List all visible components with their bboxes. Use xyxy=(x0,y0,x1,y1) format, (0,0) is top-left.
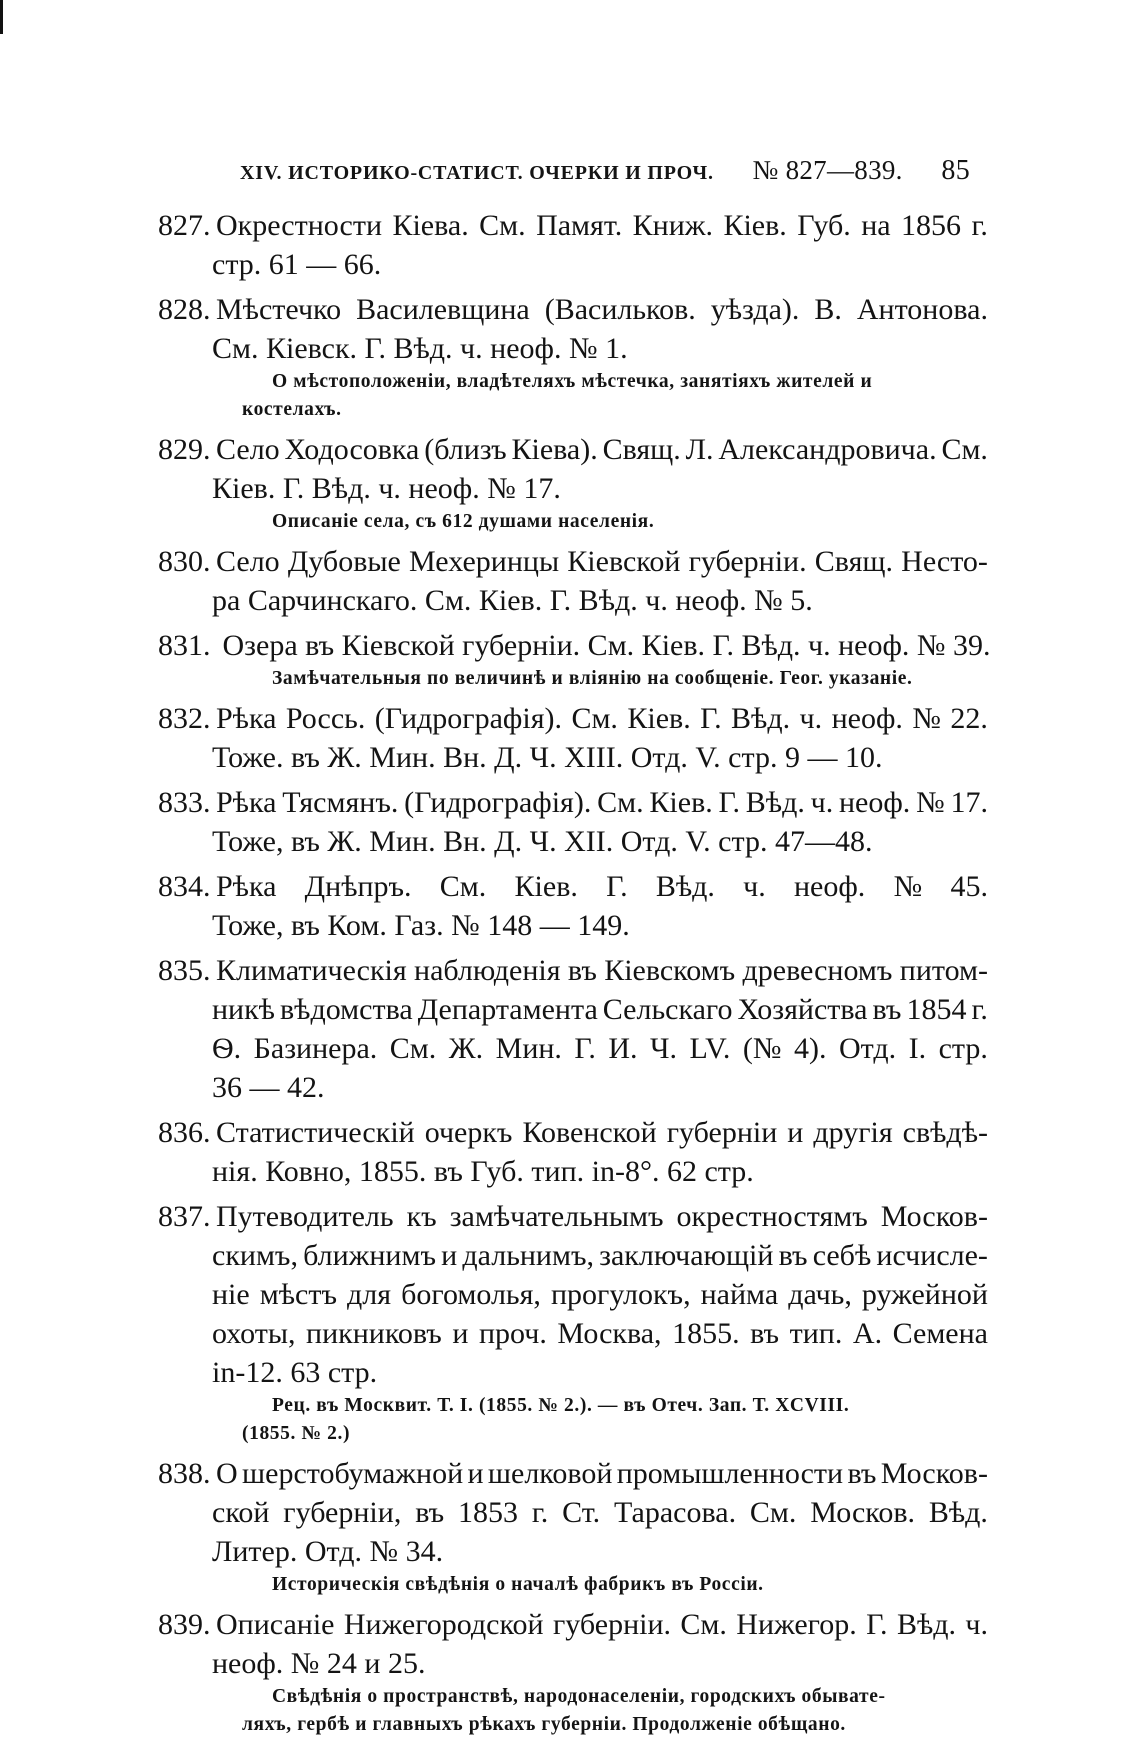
entry-first-line xyxy=(158,1197,988,1236)
entry-text: никѣ вѣдомства Департамента Сельскаго Хозяйства въ 1854 г. xyxy=(212,993,988,1026)
entry-text: Окрестности Кіева. См. Памят. Книж. Кіев. Губ. на 1856 г. xyxy=(216,209,988,242)
entry-line xyxy=(212,1152,988,1191)
bibliography-entries xyxy=(158,206,991,1745)
entry-text: in-12. 63 стр. xyxy=(212,1356,378,1389)
entry-text: Литер. Отд. № 34. xyxy=(212,1535,444,1568)
entry-number: 834. xyxy=(158,870,211,903)
entry-text: См. Кіевск. Г. Вѣд. ч. неоф. № 1. xyxy=(212,332,628,365)
running-header xyxy=(240,155,970,191)
entry-number: 828. xyxy=(158,293,211,326)
entry-first-line xyxy=(158,783,988,822)
entry-first-line xyxy=(158,430,988,469)
entry-annotation: ляхъ, гербѣ и главныхъ рѣкахъ губерніи. Продолженіе обѣщано. xyxy=(242,1714,846,1735)
entry-number: 838. xyxy=(158,1457,211,1490)
bibliography-entry xyxy=(158,542,988,620)
entry-line xyxy=(212,822,988,861)
entry-text: Тоже, въ Ж. Мин. Вн. Д. Ч. XII. Отд. V. стр. 47—48. xyxy=(212,825,873,858)
entry-text: стр. 61 — 66. xyxy=(212,248,382,281)
entry-first-line xyxy=(158,542,988,581)
entry-text: Рѣка Россь. (Гидрографія). См. Кіев. Г. Вѣд. ч. неоф. № 22. xyxy=(216,702,988,735)
entry-annotation: О мѣстоположеніи, владѣтеляхъ мѣстечка, занятіяхъ жителей и xyxy=(272,371,873,392)
entry-text: Тоже, въ Ком. Газ. № 148 — 149. xyxy=(212,909,630,942)
entry-line xyxy=(212,1029,988,1068)
bibliography-entry xyxy=(158,1454,988,1599)
entry-line xyxy=(212,738,988,777)
entry-line xyxy=(212,1353,988,1392)
entry-text: ніе мѣстъ для богомолья, прогулокъ, найма дачь, ружейной xyxy=(212,1278,988,1311)
entry-annotation: Рец. въ Москвит. Т. I. (1855. № 2.). — въ Отеч. Зап. Т. XCVIII. xyxy=(272,1395,850,1416)
entry-text: Описаніе Нижегородской губерніи. См. Нижегор. Г. Вѣд. ч. xyxy=(216,1608,988,1641)
page-number: 85 xyxy=(941,155,970,186)
bibliography-entry xyxy=(158,206,988,284)
entry-number: 830. xyxy=(158,545,211,578)
entry-annotation: (1855. № 2.) xyxy=(242,1423,351,1444)
header-title: XIV. ИСТОРИКО-СТАТИСТ. ОЧЕРКИ И ПРОЧ. xyxy=(240,162,714,184)
entry-annotation: Свѣдѣнія о пространствѣ, народонаселеніи, городскихъ обывате- xyxy=(272,1686,886,1707)
entry-first-line xyxy=(158,626,991,665)
entry-first-line xyxy=(158,1605,988,1644)
bibliography-entry xyxy=(158,783,988,861)
entry-text: 36 — 42. xyxy=(212,1071,325,1104)
bibliography-entry xyxy=(158,699,988,777)
entry-text: Село Дубовые Мехеринцы Кіевской губерніи. Свящ. Несто- xyxy=(216,545,988,578)
bibliography-entry xyxy=(158,867,988,945)
bibliography-entry xyxy=(158,951,988,1107)
entry-first-line xyxy=(158,1113,988,1152)
header-entry-range: № 827—839. xyxy=(752,155,903,185)
entry-text: неоф. № 24 и 25. xyxy=(212,1647,426,1680)
bibliography-entry xyxy=(158,1605,988,1739)
entry-line xyxy=(212,1493,988,1532)
entry-text: Путеводитель къ замѣчательнымъ окрестностямъ Москов- xyxy=(216,1200,988,1233)
bibliography-entry xyxy=(158,626,991,693)
entry-text: Озера въ Кіевской губерніи. См. Кіев. Г. Вѣд. ч. неоф. № 39. xyxy=(222,629,991,662)
entry-first-line xyxy=(158,867,988,906)
entry-first-line xyxy=(158,699,988,738)
entry-text: ской губерніи, въ 1853 г. Ст. Тарасова. См. Москов. Вѣд. xyxy=(212,1496,988,1529)
entry-line xyxy=(212,906,988,945)
entry-line xyxy=(212,1314,988,1353)
entry-line xyxy=(212,469,988,508)
entry-first-line xyxy=(158,951,988,990)
entry-annotation: Описаніе села, съ 612 душами населенія. xyxy=(272,511,655,532)
bibliography-entry xyxy=(158,430,988,536)
bibliography-entry xyxy=(158,1197,988,1448)
entry-number: 837. xyxy=(158,1200,211,1233)
entry-text: нія. Ковно, 1855. въ Губ. тип. in-8°. 62 стр. xyxy=(212,1155,754,1188)
entry-text: Село Ходосовка (близъ Кіева). Свящ. Л. Александровича. См. xyxy=(216,433,988,466)
entry-number: 832. xyxy=(158,702,211,735)
entry-text: охоты, пикниковъ и проч. Москва, 1855. въ тип. А. Семена xyxy=(212,1317,988,1350)
entry-number: 829. xyxy=(158,433,211,466)
entry-text: О шерстобумажной и шелковой промышленности въ Москов- xyxy=(216,1457,988,1490)
bibliography-entry xyxy=(158,1113,988,1191)
entry-text: Рѣка Тясмянъ. (Гидрографія). См. Кіев. Г. Вѣд. ч. неоф. № 17. xyxy=(216,786,988,819)
entry-text: Климатическія наблюденія въ Кіевскомъ древесномъ питом- xyxy=(216,954,988,987)
entry-text: Статистическій очеркъ Ковенской губерніи и другія свѣдѣ- xyxy=(216,1116,988,1149)
entry-annotation: Историческія свѣдѣнія о началѣ фабрикъ въ Россіи. xyxy=(272,1574,764,1595)
entry-text: Рѣка Днѣпръ. См. Кіев. Г. Вѣд. ч. неоф. № 45. xyxy=(216,870,988,903)
entry-text: Ѳ. Базинера. См. Ж. Мин. Г. И. Ч. LV. (№ 4). Отд. I. стр. xyxy=(212,1032,988,1065)
entry-text: Кіев. Г. Вѣд. ч. неоф. № 17. xyxy=(212,472,561,505)
entry-line xyxy=(212,1275,988,1314)
entry-number: 836. xyxy=(158,1116,211,1149)
entry-text: скимъ, ближнимъ и дальнимъ, заключающій въ себѣ исчисле- xyxy=(212,1239,988,1272)
entry-number: 827. xyxy=(158,209,211,242)
entry-line xyxy=(212,1068,988,1107)
entry-text: Мѣстечко Василевщина (Васильков. уѣзда). В. Антонова. xyxy=(216,293,988,326)
entry-first-line xyxy=(158,1454,988,1493)
entry-line xyxy=(212,990,988,1029)
entry-text: Тоже. въ Ж. Мин. Вн. Д. Ч. XIII. Отд. V. стр. 9 — 10. xyxy=(212,741,883,774)
entry-annotation: костелахъ. xyxy=(242,399,342,420)
bibliography-entry xyxy=(158,290,988,424)
entry-number: 835. xyxy=(158,954,211,987)
entry-number: 833. xyxy=(158,786,211,819)
entry-first-line xyxy=(158,206,988,245)
entry-number: 831. xyxy=(158,629,211,662)
entry-line xyxy=(212,1644,988,1683)
entry-line xyxy=(212,245,988,284)
entry-line xyxy=(212,329,988,368)
entry-line xyxy=(212,1532,988,1571)
entry-first-line xyxy=(158,290,988,329)
entry-number: 839. xyxy=(158,1608,211,1641)
entry-line xyxy=(212,1236,988,1275)
entry-text: ра Сарчинскаго. См. Кіев. Г. Вѣд. ч. неоф. № 5. xyxy=(212,584,813,617)
entry-annotation: Замѣчательныя по величинѣ и вліянію на сообщеніе. Геог. указаніе. xyxy=(272,668,913,689)
entry-line xyxy=(212,581,988,620)
